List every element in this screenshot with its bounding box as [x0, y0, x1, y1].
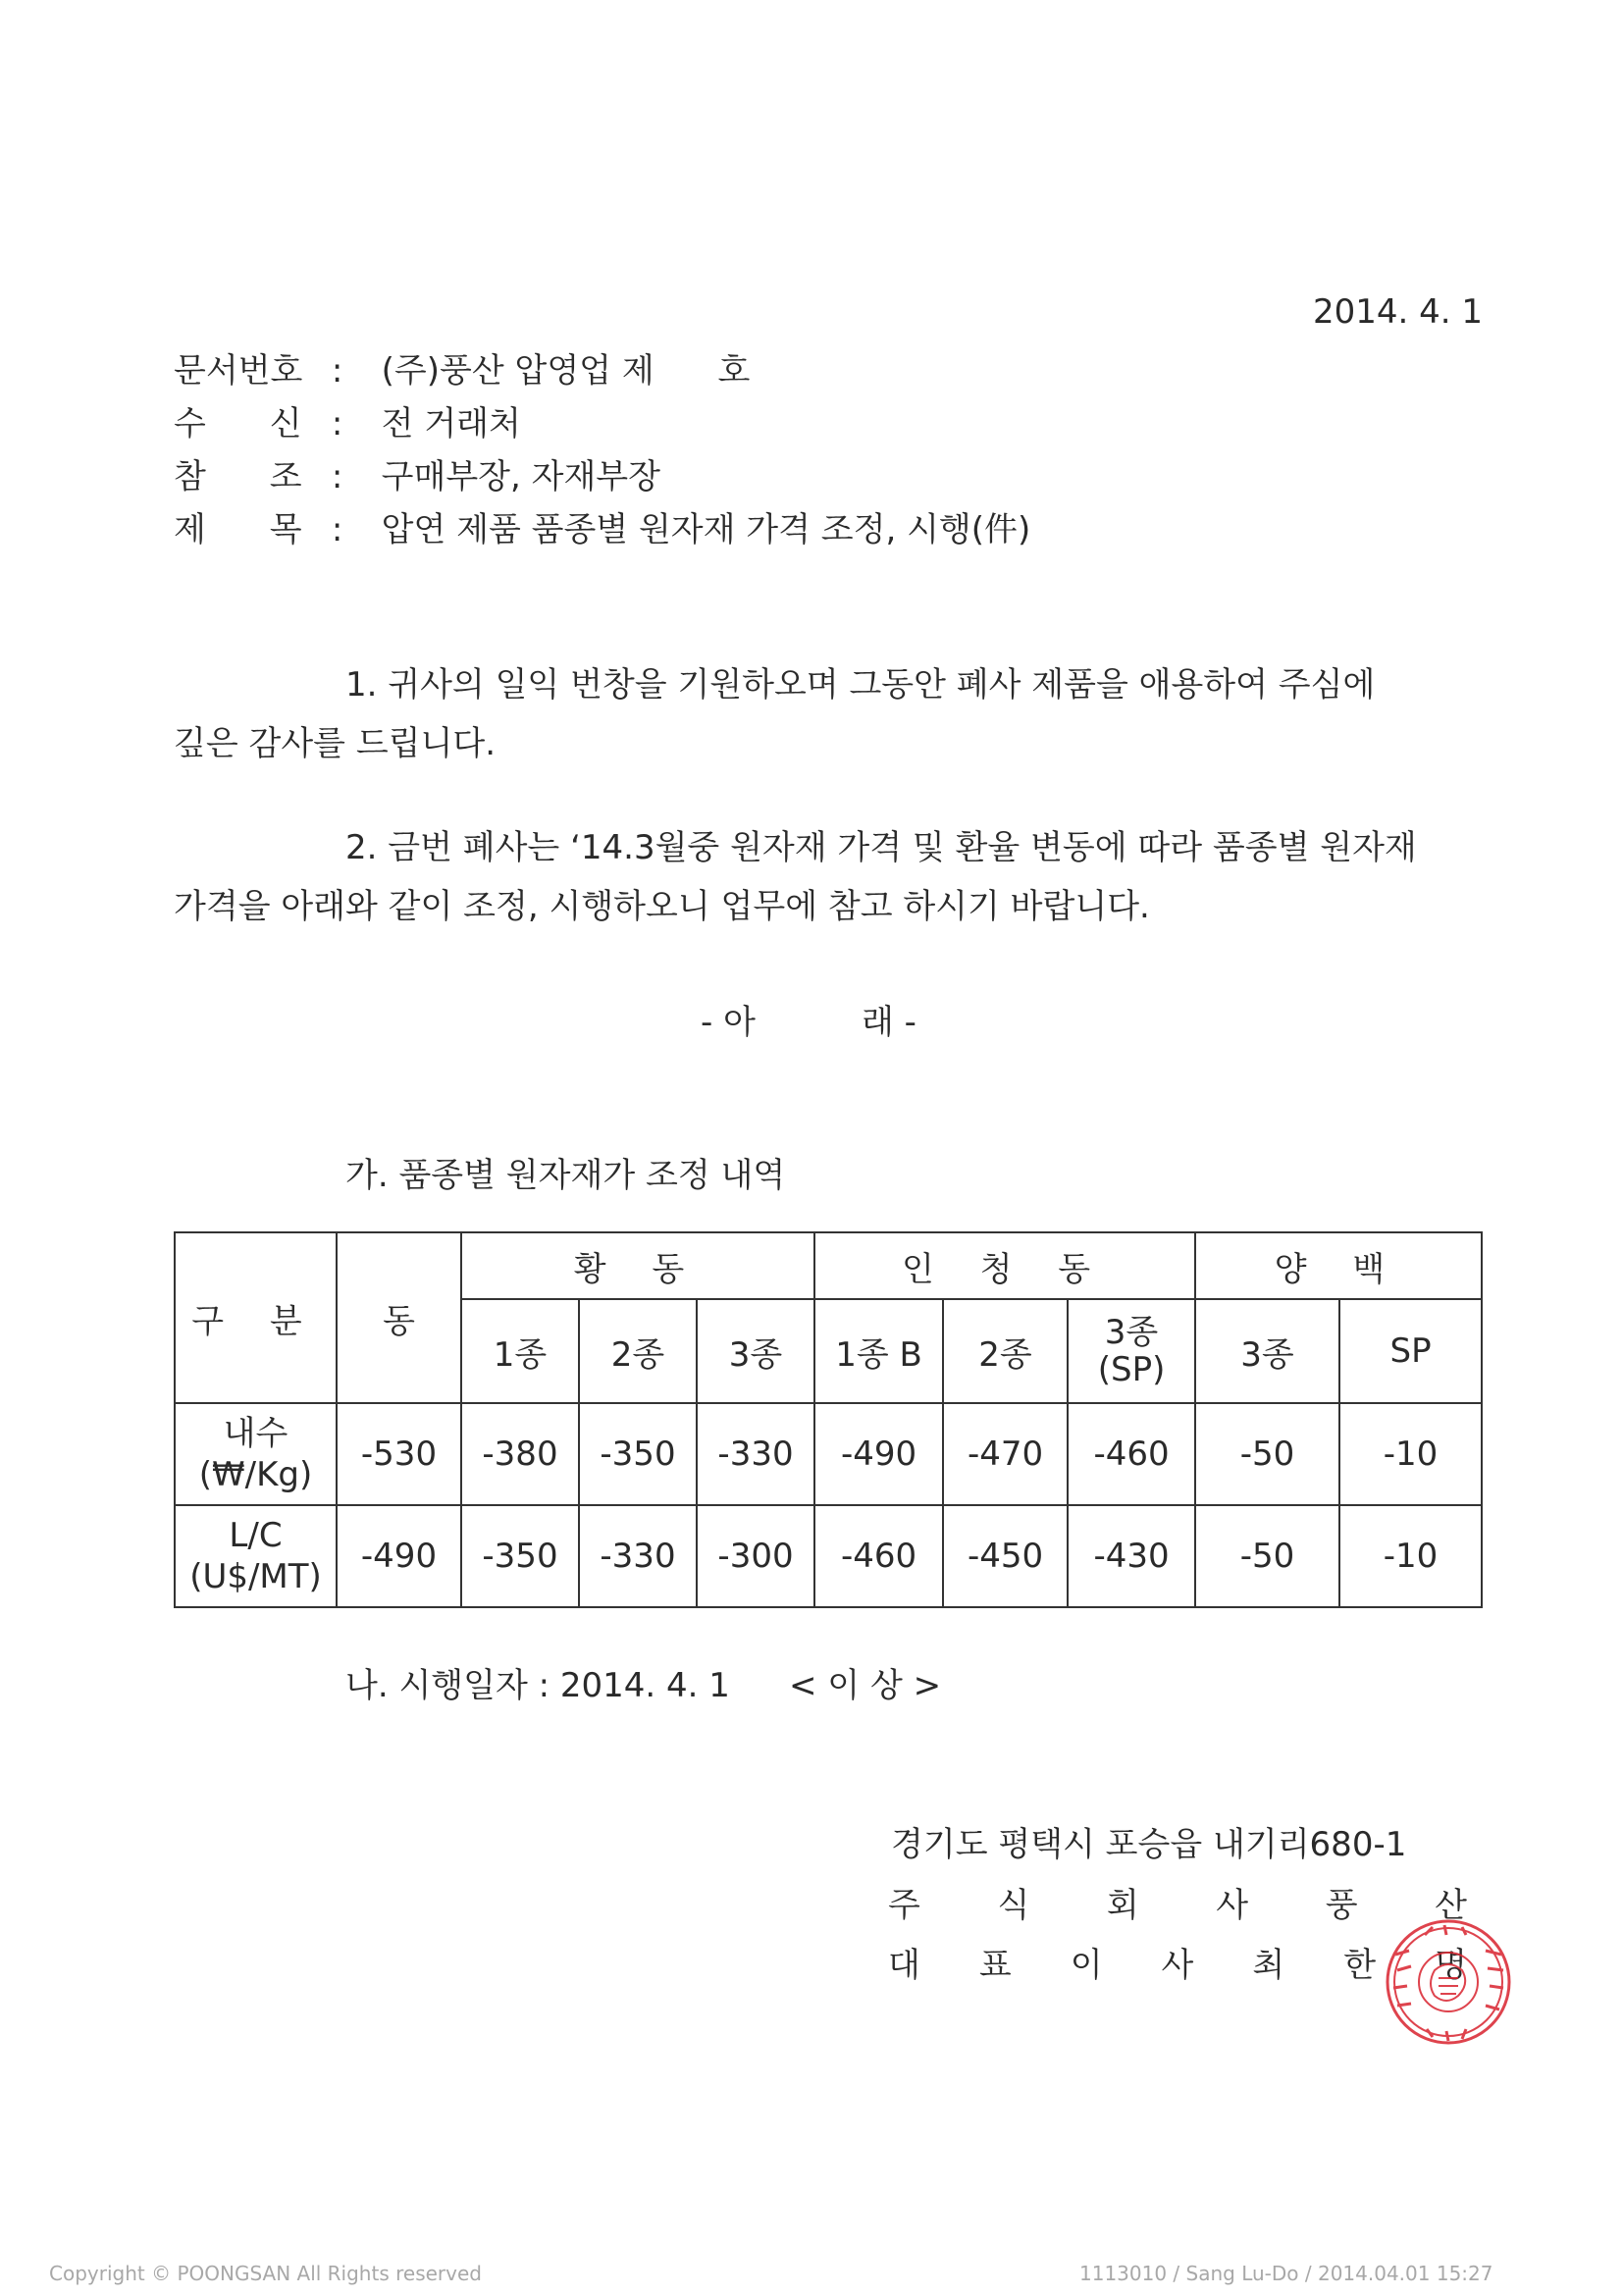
paragraph-2-line-2: 가격을 아래와 같이 조정, 시행하오니 업무에 참고 하시기 바랍니다.: [174, 887, 1150, 926]
row-label-line: (₩/Kg): [198, 1455, 313, 1494]
subheader-cell: SP: [1339, 1299, 1482, 1403]
value-cell: -380: [461, 1403, 579, 1505]
section-a-title: 가. 품종별 원자재가 조정 내역: [345, 1156, 786, 1195]
subheader-line: 3종: [1104, 1313, 1159, 1352]
paragraph-2: [174, 818, 1479, 936]
paragraph-2-line-1: 2. 금번 폐사는 ‘14.3월중 원자재 가격 및 환율 변동에 따라 품종별 원자재: [345, 828, 1417, 867]
paragraph-1: [174, 655, 1479, 773]
doc-number-label: 문서번호: [174, 351, 303, 391]
ceo-char: 명: [1435, 1946, 1467, 1985]
reference-row: [174, 449, 660, 497]
subject-row: [174, 502, 1030, 550]
subheader-cell: 1종: [461, 1299, 579, 1403]
ceo-char: 대: [888, 1946, 920, 1985]
company-seal-icon: [1376, 1915, 1521, 2049]
section-b-effective-date: 나. 시행일자 : 2014. 4. 1: [345, 1666, 730, 1705]
value-cell: -350: [461, 1505, 579, 1607]
colon: :: [331, 351, 343, 391]
end-mark: < 이 상 >: [789, 1666, 942, 1705]
row-label-line: (U$/MT): [189, 1557, 322, 1596]
row-label: [175, 1403, 337, 1505]
company-char: 산: [1435, 1886, 1467, 1925]
value-cell: -350: [579, 1403, 697, 1505]
value-cell: -50: [1195, 1505, 1339, 1607]
nickel-silver-header: 양 백: [1195, 1232, 1482, 1299]
value-cell: -10: [1339, 1505, 1482, 1607]
company-char: 회: [1106, 1886, 1139, 1925]
value-cell: -330: [579, 1505, 697, 1607]
value-cell: -10: [1339, 1403, 1482, 1505]
company-char: 주: [888, 1886, 920, 1925]
value-cell: -300: [697, 1505, 814, 1607]
subject-value: 압연 제품 품종별 원자재 가격 조정, 시행(件): [381, 510, 1031, 549]
ceo-char: 한: [1343, 1946, 1377, 1985]
footer-copyright: Copyright © POONGSAN All Rights reserved: [49, 2262, 482, 2285]
ceo-char: 표: [978, 1946, 1012, 1985]
ceo-char: 이: [1070, 1946, 1103, 1985]
recipient-label: 수 신: [174, 404, 302, 444]
subheader-cell: 1종 B: [814, 1299, 943, 1403]
paragraph-1-line-2: 깊은 감사를 드립니다.: [174, 724, 497, 763]
table-row: [175, 1403, 1482, 1505]
table-row: [175, 1505, 1482, 1607]
reference-value: 구매부장, 자재부장: [381, 457, 660, 496]
value-cell: -490: [337, 1505, 461, 1607]
subheader-cell: 3종: [1195, 1299, 1339, 1403]
subheader-cell: [1068, 1299, 1195, 1403]
value-cell: -460: [814, 1505, 943, 1607]
subject-label: 제 목: [174, 510, 302, 549]
subheader-cell: 2종: [579, 1299, 697, 1403]
value-cell: -490: [814, 1403, 943, 1505]
value-cell: -330: [697, 1403, 814, 1505]
document-date: 2014. 4. 1: [1313, 292, 1484, 332]
reference-label: 참 조: [174, 457, 302, 496]
colon: :: [331, 404, 343, 444]
value-cell: -470: [943, 1403, 1068, 1505]
company-address: 경기도 평택시 포승읍 내기리680-1: [891, 1825, 1407, 1864]
doc-number-row: [174, 343, 750, 391]
copper-header: 동: [337, 1232, 461, 1403]
value-cell: -460: [1068, 1403, 1195, 1505]
footer-document-reference: 1113010 / Sang Lu-Do / 2014.04.01 15:27: [1079, 2262, 1493, 2285]
recipient-value: 전 거래처: [381, 404, 521, 444]
company-char: 풍: [1325, 1886, 1358, 1925]
value-cell: -450: [943, 1505, 1068, 1607]
ceo-char: 사: [1161, 1946, 1194, 1985]
ceo-char: 최: [1252, 1946, 1285, 1985]
value-cell: -430: [1068, 1505, 1195, 1607]
value-cell: -530: [337, 1403, 461, 1505]
brass-header: 황 동: [461, 1232, 814, 1299]
subheader-cell: 2종: [943, 1299, 1068, 1403]
subheader-line: (SP): [1097, 1350, 1166, 1389]
company-char: 식: [997, 1886, 1030, 1925]
subheader-cell: 3종: [697, 1299, 814, 1403]
phosphor-bronze-header: 인 청 동: [814, 1232, 1195, 1299]
recipient-row: [174, 396, 521, 444]
row-label-line: L/C: [229, 1516, 283, 1555]
row-label-line: 내수: [223, 1414, 288, 1453]
notice-heading: - 아 래 -: [701, 1003, 916, 1042]
company-char: 사: [1216, 1886, 1249, 1925]
value-cell: -50: [1195, 1403, 1339, 1505]
row-label: [175, 1505, 337, 1607]
category-header: 구 분: [175, 1232, 337, 1403]
paragraph-1-line-1: 1. 귀사의 일익 번창을 기원하오며 그동안 폐사 제품을 애용하여 주심에: [345, 665, 1376, 704]
colon: :: [331, 457, 343, 496]
doc-number-value: (주)풍산 압영업 제 호: [381, 351, 751, 391]
colon: :: [331, 510, 343, 549]
price-adjustment-table: [174, 1231, 1483, 1608]
